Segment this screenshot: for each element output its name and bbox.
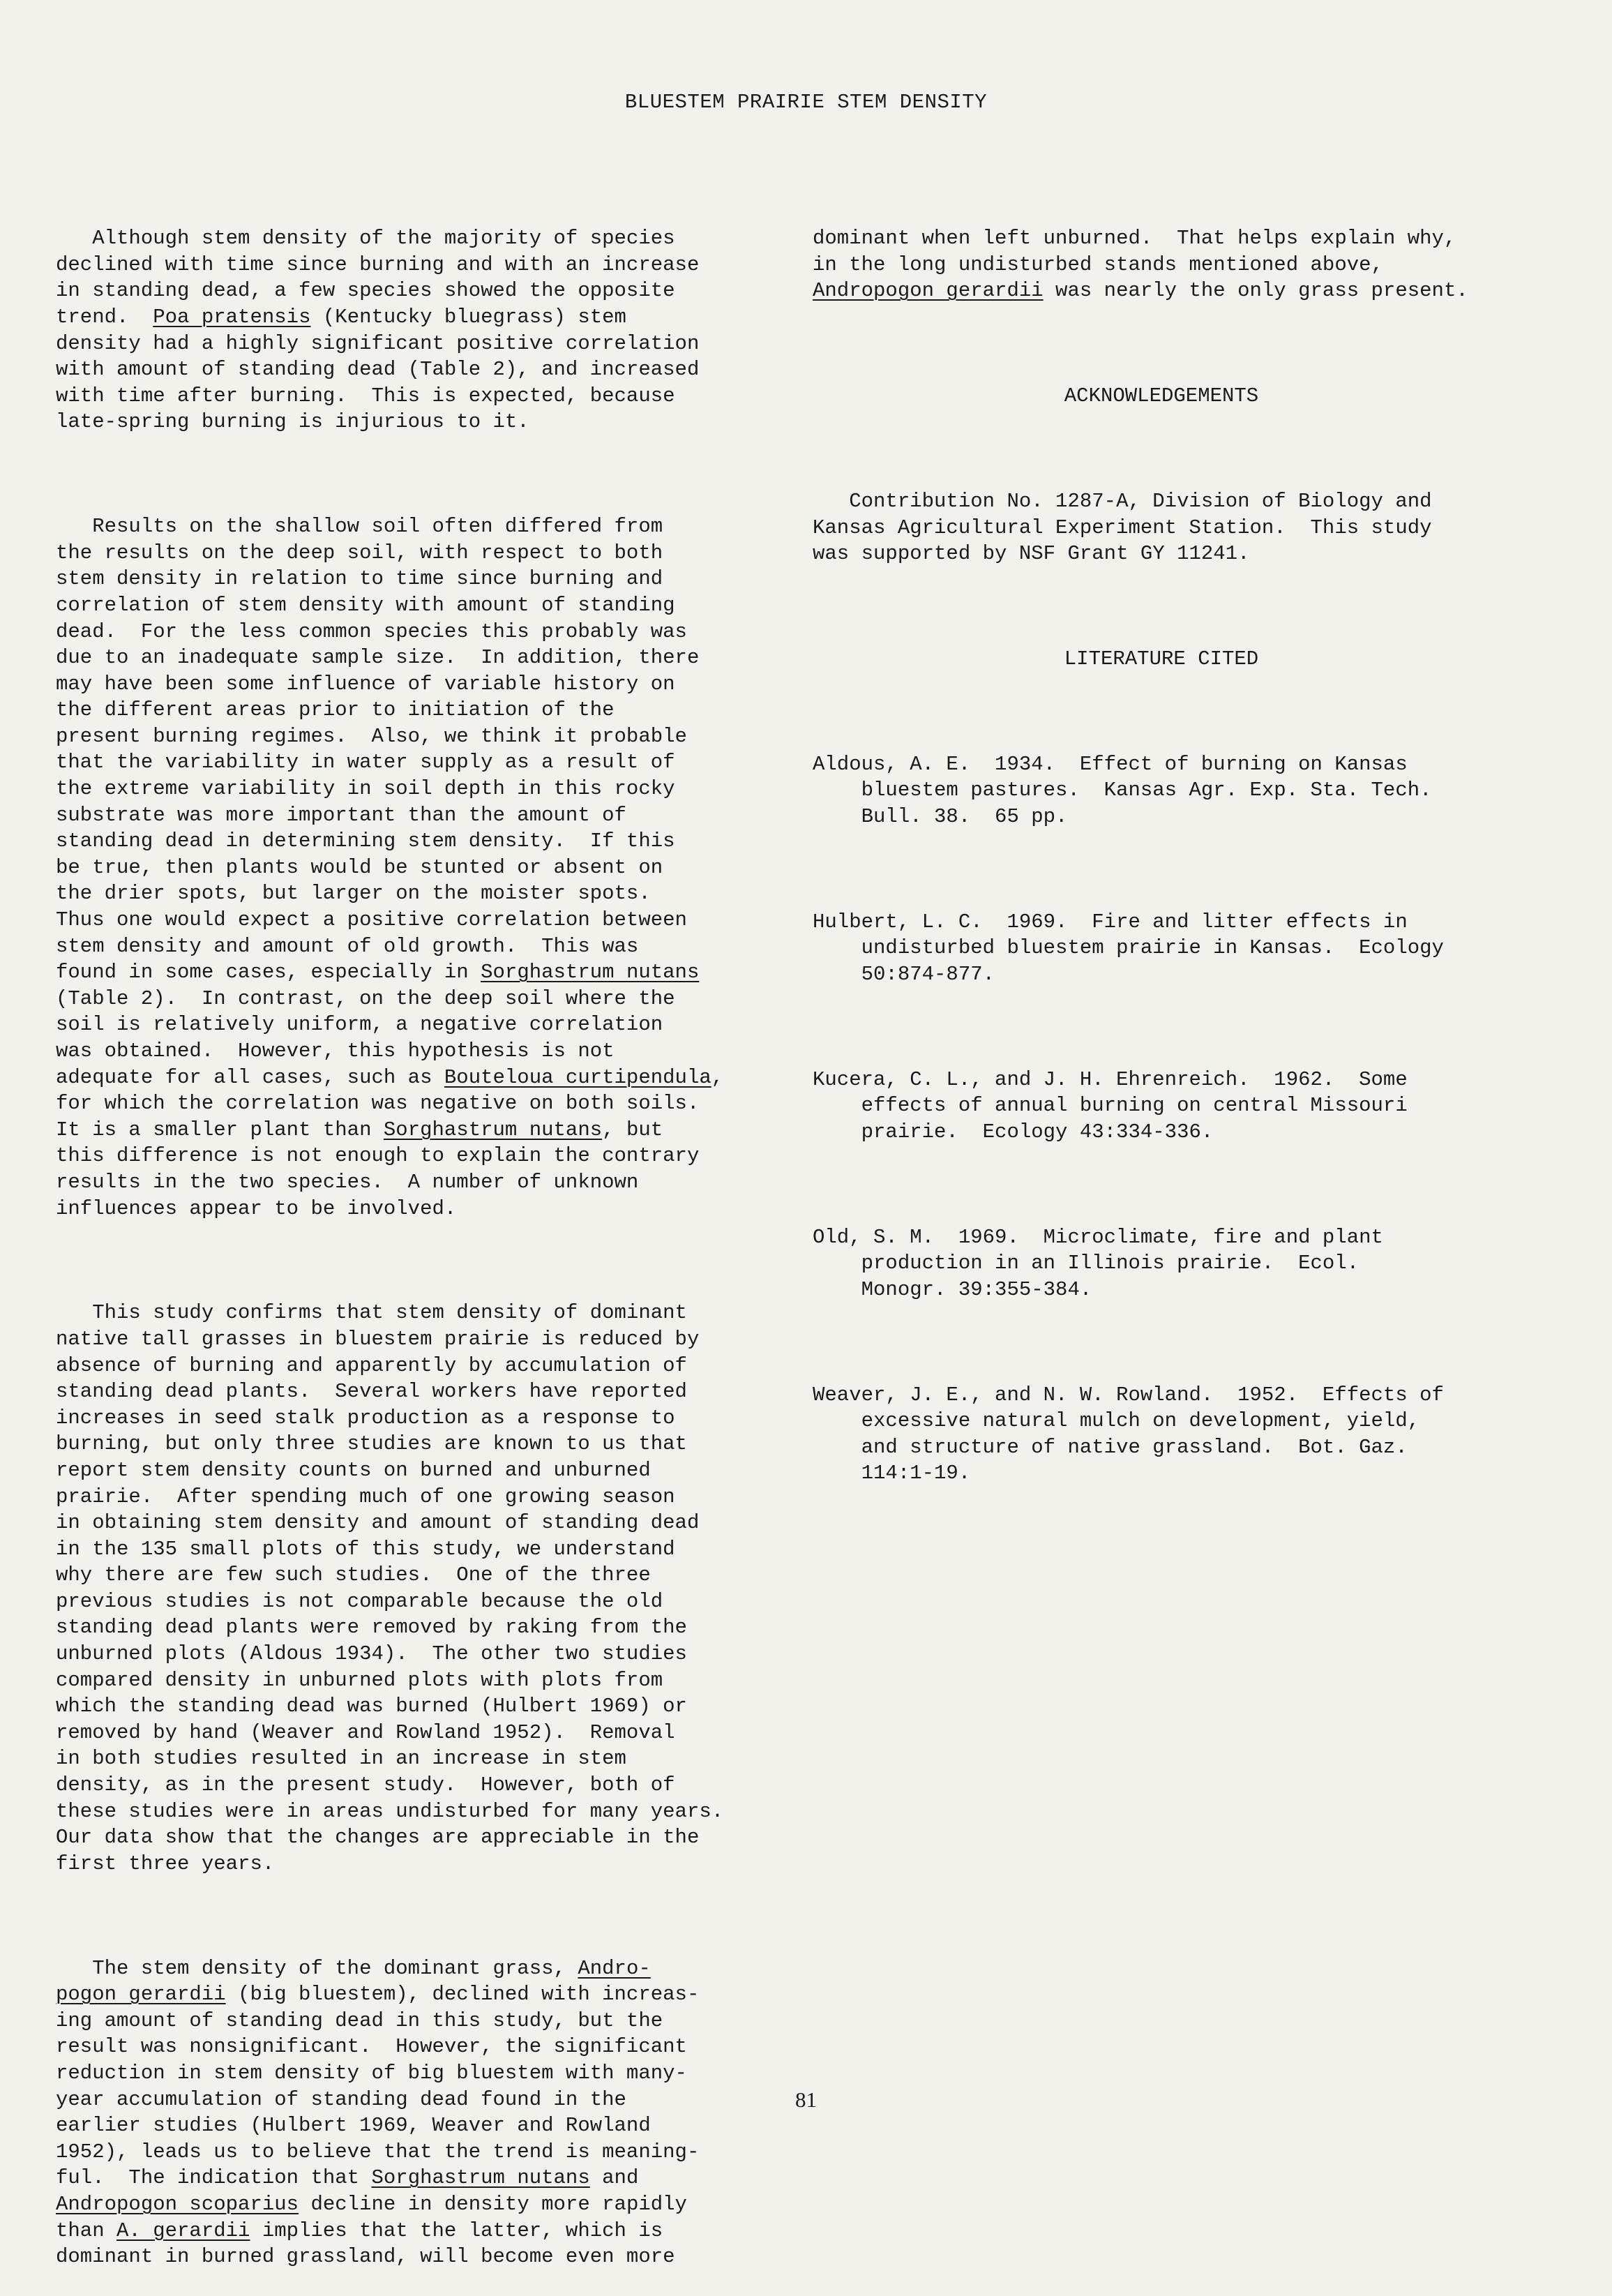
species-name: Bouteloua curtipendula	[444, 1065, 711, 1089]
species-name: Andropogon gerardii	[813, 279, 1044, 303]
page-title: BLUESTEM PRAIRIE STEM DENSITY	[624, 91, 988, 114]
species-name: Sorghastrum nutans	[383, 1118, 603, 1141]
species-name: Sorghastrum nutans	[481, 961, 700, 984]
species-name: Andro-	[578, 1956, 651, 1980]
paragraph-2: Results on the shallow soil often differed from the results on the deep soil, with respect to both stem density in relation to time since burning and correlation of stem density with amount of standing dead. For the less common species this probably was due to an inadequate sample size. In addition, there may have been some influence of variable history on the different areas prior to initiation of the present burning regimes. Also, we think it probable that the variability in water supply as a result of the extreme variability in soil depth in this rocky substrate was more important than the amount of standing dead in determining stem density. If this be true, then plants would be stunted or absent on the drier spots, but larger on the moister spots. Thus one would expect a positive correlation between stem density and amount of old growth. This was found in some cases, especially in Sorghastrum nutans (Table 2). In contrast, on the deep soil where the soil is relatively uniform, a negative correlation was obtained. However, this hypothesis is not adequate for all cases, such as Bouteloua curtipendula, for which the correlation was negative on both soils. It is a smaller plant than Sorghastrum nutans, but this difference is not enough to explain the contrary results in the two species. A number of unknown influences appear to be involved.	[56, 515, 724, 1220]
right-column	[813, 173, 1510, 1513]
species-name: Poa pratensis	[153, 305, 311, 329]
species-name: Sorghastrum nutans	[371, 2166, 590, 2190]
reference-hulbert-1969: Hulbert, L. C. 1969. Fire and litter effects in undisturbed bluestem prairie in Kansas. Ecology 50:874-877.	[813, 910, 1444, 986]
species-name: A. gerardii	[116, 2219, 250, 2242]
species-name: Andropogon scoparius	[56, 2192, 299, 2216]
paragraph-3: This study confirms that stem density of dominant native tall grasses in bluestem prairie is reduced by absence of burning and apparently by accumulation of standing dead plants. Several workers have reported increases in seed stalk production as a response to burning, but only three studies are known to us that report stem density counts on burned and unburned prairie. After spending much of one growing season in obtaining stem density and amount of standing dead in the 135 small plots of this study, we understand why there are few such studies. One of the three previous studies is not comparable because the old standing dead plants were removed by raking from the unburned plots (Aldous 1934). The other two studies compared density in unburned plots with plots from which the standing dead was burned (Hulbert 1969) or removed by hand (Weaver and Rowland 1952). Removal in both studies resulted in an increase in stem density, as in the present study. However, both of these studies were in areas undisturbed for many years. Our data show that the changes are appreciable in the first three years.	[56, 1301, 724, 1875]
species-name: pogon gerardii	[56, 1983, 226, 2006]
left-column	[56, 173, 723, 2296]
paragraph-1: Although stem density of the majority of species declined with time since burning and with an increase in standing dead, a few species showed the opposite trend. Poa pratensis (Kentucky bluegrass) stem density had a highly significant positive correlation with amount of standing dead (Table 2), and increased with time after burning. This is expected, because late-spring burning is injurious to it.	[56, 227, 700, 434]
paragraph-continued: dominant when left unburned. That helps explain why, in the long undisturbed stands mentioned above, Andropogon gerardii was nearly the only grass present.	[813, 227, 1468, 303]
reference-old-1969: Old, S. M. 1969. Microclimate, fire and plant production in an Illinois prairie. Ecol. Monogr. 39:355-384.	[813, 1225, 1383, 1301]
acknowledgements-heading: ACKNOWLEDGEMENTS	[1064, 384, 1259, 408]
literature-cited-heading: LITERATURE CITED	[1064, 647, 1259, 670]
paragraph-4: The stem density of the dominant grass, Andro- pogon gerardii (big bluestem), declined with increas- ing amount of standing dead in this study, but the result was nonsignificant. However, the significant reduction in stem density of big bluestem with many- year accumulation of standing dead found in the earlier studies (Hulbert 1969, Weaver and Rowland 1952), leads us to believe that the trend is meaning- ful. The indication that Sorghastrum nutans and Andropogon scoparius decline in density more rapidly than A. gerardii implies that the latter, which is dominant in burned grassland, will become even more	[56, 1956, 700, 2269]
reference-kucera-1962: Kucera, C. L., and J. H. Ehrenreich. 1962. Some effects of annual burning on central Missouri prairie. Ecology 43:334-336.	[813, 1067, 1408, 1143]
acknowledgements-text: Contribution No. 1287-A, Division of Biology and Kansas Agricultural Experiment Station. This study was supported by NSF Grant GY 11241.	[813, 489, 1432, 566]
page-number: 81	[795, 2087, 817, 2112]
reference-aldous-1934: Aldous, A. E. 1934. Effect of burning on Kansas bluestem pastures. Kansas Agr. Exp. Sta. Tech. Bull. 38. 65 pp.	[813, 752, 1432, 828]
reference-weaver-1952: Weaver, J. E., and N. W. Rowland. 1952. Effects of excessive natural mulch on development, yield, and structure of native grassland. Bot. Gaz. 114:1-19.	[813, 1383, 1444, 1485]
